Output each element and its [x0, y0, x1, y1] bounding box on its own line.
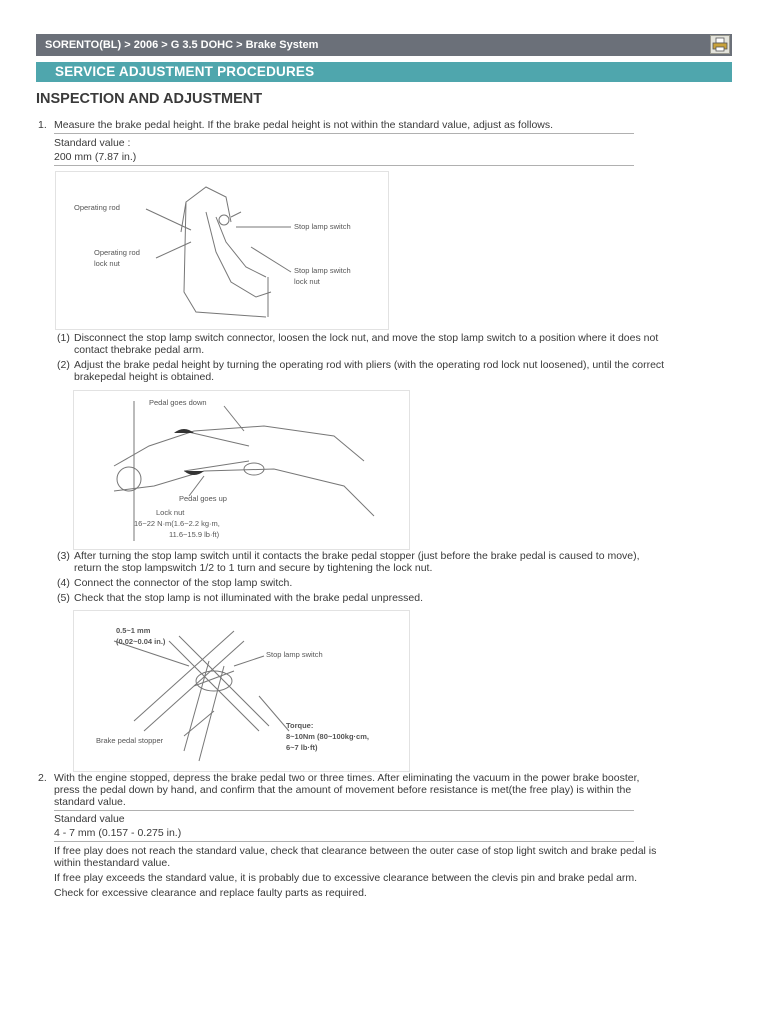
substep-number: (5)	[57, 592, 70, 604]
substep-number: (1)	[57, 332, 70, 344]
figure-label: lock nut	[294, 277, 320, 286]
figure-label: 0.5~1 mm	[116, 626, 151, 635]
note-text: Check for excessive clearance and replace faulty parts as required.	[54, 887, 367, 899]
figure-label: Pedal goes down	[149, 398, 207, 407]
figure-operating-rod	[73, 390, 410, 550]
figure-pedal-height	[55, 171, 389, 330]
substep-number: (2)	[57, 359, 70, 371]
substep-number: (4)	[57, 577, 70, 589]
figure-label: Brake pedal stopper	[96, 736, 164, 745]
substep-text: contact thebrake pedal arm.	[74, 344, 205, 356]
figure-label: Pedal goes up	[179, 494, 227, 503]
figure-label: Operating rod	[94, 248, 140, 257]
figure-stop-lamp-switch	[73, 610, 410, 772]
figure-label: Torque:	[286, 721, 314, 730]
figure-label: Stop lamp switch	[294, 266, 351, 275]
figure-label: Stop lamp switch	[266, 650, 323, 659]
divider	[54, 841, 634, 842]
divider	[54, 810, 634, 811]
substep-text: Check that the stop lamp is not illuminated with the brake pedal unpressed.	[74, 592, 424, 604]
substep-text: Disconnect the stop lamp switch connector, loosen the lock nut, and move the stop lamp switch to a position where it does not	[74, 332, 659, 344]
divider	[54, 133, 634, 134]
page-heading: INSPECTION AND ADJUSTMENT	[36, 91, 263, 107]
step-number: 1.	[38, 119, 47, 131]
figure-label: 8~10Nm (80~100kg·cm,	[286, 732, 369, 741]
substep-text: brakepedal height is obtained.	[74, 371, 215, 383]
figure-label: lock nut	[94, 259, 120, 268]
printer-icon	[711, 36, 729, 53]
figure-label: 16~22 N·m(1.6~2.2 kg·m,	[134, 519, 220, 528]
substep-text: Connect the connector of the stop lamp switch.	[74, 577, 293, 589]
spec-value: 4 - 7 mm (0.157 - 0.275 in.)	[54, 827, 182, 839]
step-text: With the engine stopped, depress the brake pedal two or three times. After eliminating the vacuum in the power brake booster,	[54, 772, 640, 784]
figure-label: 6~7 lb·ft)	[286, 743, 318, 752]
note-text: If free play does not reach the standard value, check that clearance between the outer case of stop light switch and brake pedal is	[54, 845, 657, 857]
note-text: within thestandard value.	[54, 857, 171, 869]
figure-label: Lock nut	[156, 508, 185, 517]
print-button[interactable]	[710, 35, 730, 54]
step-text: press the pedal down by hand, and confirm that the amount of movement before resistance is met(the free play) is within the	[54, 784, 632, 796]
divider	[54, 165, 634, 166]
spec-label: Standard value :	[54, 137, 131, 149]
figure-label: Stop lamp switch	[294, 222, 351, 231]
section-title: SERVICE ADJUSTMENT PROCEDURES	[36, 62, 732, 82]
substep-text: return the stop lampswitch 1/2 to 1 turn and secure by tightening the lock nut.	[74, 562, 433, 574]
spec-label: Standard value	[54, 813, 125, 825]
step-number: 2.	[38, 772, 47, 784]
note-text: If free play exceeds the standard value, it is probably due to excessive clearance between the clevis pin and brake pedal arm.	[54, 872, 638, 884]
figure-label: 11.6~15.9 lb·ft)	[169, 530, 220, 539]
spec-value: 200 mm (7.87 in.)	[54, 151, 137, 163]
breadcrumb	[36, 34, 732, 56]
figure-label: Operating rod	[74, 203, 120, 212]
substep-text: After turning the stop lamp switch until it contacts the brake pedal stopper (just before the brake pedal is caused to move),	[74, 550, 640, 562]
substep-text: Adjust the brake pedal height by turning the operating rod with pliers (with the operating rod lock nut loosened), until the correct	[74, 359, 665, 371]
step-text: Measure the brake pedal height. If the brake pedal height is not within the standard value, adjust as follows.	[54, 119, 554, 131]
breadcrumb-text: SORENTO(BL) > 2006 > G 3.5 DOHC > Brake System	[45, 39, 319, 51]
substep-number: (3)	[57, 550, 70, 562]
figure-label: (0.02~0.04 in.)	[116, 637, 166, 646]
step-text: standard value.	[54, 796, 126, 808]
